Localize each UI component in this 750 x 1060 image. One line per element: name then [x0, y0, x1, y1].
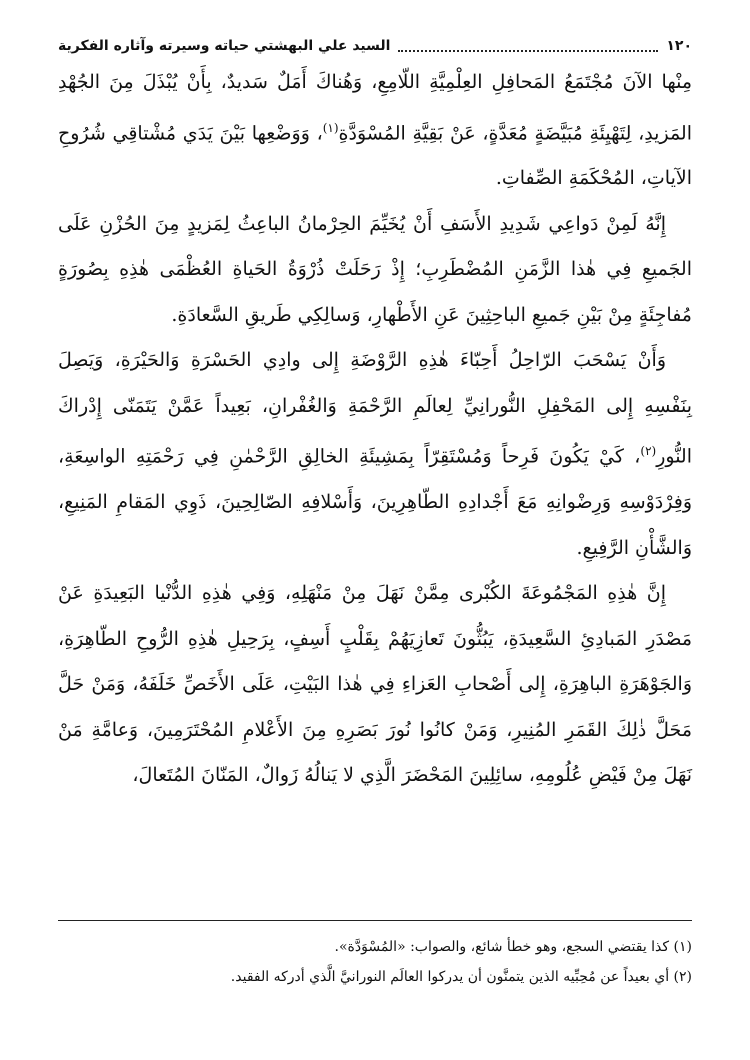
footnote: (١) كذا يقتضي السجع، وهو خطأ شائع، والصواب: «المُسْوَدَّة».	[334, 939, 692, 955]
paragraph-text: ، وَوَضْعِها بَيْنَ يَدَي مُشْتاقِي شُرُوحِ الآياتِ، المُحْكَمَةِ الصِّفاتِ.	[58, 121, 692, 190]
paragraph: إِنَّ هٰذِهِ المَجْمُوعَةَ الكُبْرى مِمَّنْ نَهَلَ مِنْ مَنْهَلِهِ، وَفِي هٰذِهِ الدُّنْيا البَعِيدَةِ عَنْ مَصْدَرِ المَبادِئِ السَّعِيدَةِ، يَبُثُّونَ تَعازِيَهُمْ بِقَلْبٍ أَسِفٍ، بِرَحِيلِ هٰذِهِ الرُّوحِ الطّاهِرَةِ، وَالجَوْهَرَةِ الباهِرَةِ، إِلى أَصْحابِ العَزاءِ فِي هٰذا البَيْتِ، عَلَى الأَخَصِّ خَلَفَهُ، وَمَنْ حَلَّ مَحَلَّ ذٰلِكَ القَمَرِ المُنِيرِ، وَمَنْ كانُوا نُورَ بَصَرِهِ مِنَ الأَعْلامِ المُحْتَرَمِينَ، وَعامَّةِ مَنْ نَهَلَ مِنْ فَيْضِ عُلُومِهِ، سائِلِينَ المَحْضَرَ الَّذِي لا يَنالُهُ زَوالٌ، المَنّانَ المُتَعالَ،	[58, 582, 692, 787]
paragraph-text: وَأَنْ يَسْحَبَ الرّاحِلُ أَحِبّاءَ هٰذِهِ الرَّوْضَةِ إِلى وادِي الحَسْرَةِ وَالحَيْرَةِ، وَيَصِلَ بِنَفْسِهِ إِلى المَحْفِلِ النُّورانِيِّ لِعالَمِ الرَّحْمَةِ وَالغُفْرانِ، بَعِيداً عَمَّنْ يَتَمَنّى إِدْراكَ النُّورِ	[58, 349, 692, 468]
footnote: (٢) أي بعيداً عن مُحِبِّيه الذين يتمنَّون أن يدركوا العالَم النورانيَّ الَّذي أدركه الفقيد.	[230, 969, 692, 985]
running-title: السيد علي البهشتي حياته وسيرته وآثاره الفكرية	[58, 38, 391, 54]
body-text	[58, 60, 692, 799]
running-header	[58, 34, 692, 58]
footnote-rule	[58, 920, 692, 921]
footnote-marker: (١)	[322, 120, 339, 135]
page-number: ١٢٠	[666, 38, 692, 54]
leader-dots	[398, 40, 658, 52]
footnote-marker: (٢)	[640, 444, 657, 459]
footnotes	[58, 932, 692, 992]
paragraph	[58, 60, 692, 202]
paragraph-text: ، كَيْ يَكُونَ فَرِحاً وَمُسْتَقِرّاً بِمَشِيئَةِ الخالِقِ الرَّحْمٰنِ فِي رَحْمَتِهِ الواسِعَةِ، وَفِرْدَوْسِهِ وَرِضْوانِهِ مَعَ أَجْدادِهِ الطّاهِرِينَ، وَأَسْلافِهِ الصّالِحِينَ، ذَوِي المَقامِ المَنِيعِ، وَالشَّأْنِ الرَّفِيعِ.	[58, 445, 692, 559]
paragraph	[58, 338, 692, 571]
paragraph: إِنَّهُ لَمِنْ دَواعِي شَدِيدِ الأَسَفِ أَنْ يُخَيِّمَ الحِرْمانُ الباعِثُ لِمَزيدٍ مِنَ الحُزْنِ عَلَى الجَميعِ فِي هٰذا الزَّمَنِ المُضْطَرِبِ؛ إِذْ رَحَلَتْ ذُرْوَةُ الحَياةِ العُظْمَى هٰذِهِ بِصُورَةٍ مُفاجِئَةٍ مِنْ بَيْنِ جَميعِ الباحِثِينَ عَنِ الأَطْهارِ، وَسالِكِي طَريقِ السَّعادَةِ.	[58, 212, 692, 326]
paragraph-text: مِنْها الآنَ مُجْتَمَعُ المَحافِلِ العِلْمِيَّةِ اللّامِعِ، وَهُناكَ أَمَلٌ سَديدٌ، بِأَنْ يُبْذَلَ مِنَ الجُهْدِ المَزيدِ، لِتَهْيِئَةِ مُبَيَّضَةٍ مُعَدَّةٍ، عَنْ بَقِيَّةِ المُسْوَدَّةِ	[58, 71, 692, 144]
